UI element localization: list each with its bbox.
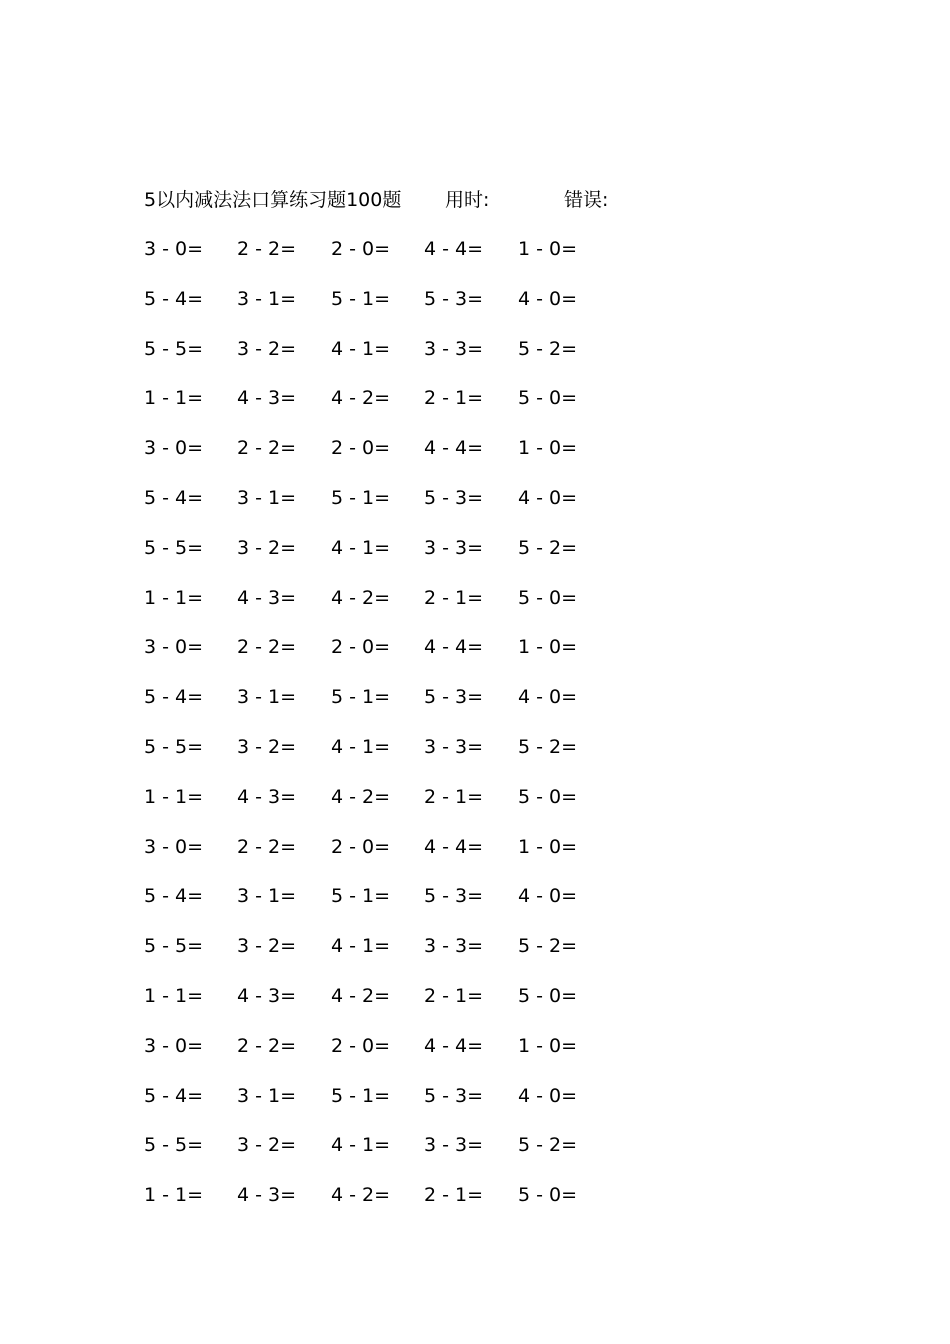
problem-row — [144, 383, 644, 433]
problem-item: 3 - 3= — [424, 935, 484, 958]
problem-item: 1 - 1= — [144, 387, 204, 410]
problem-item: 3 - 1= — [237, 287, 297, 310]
problem-item: 4 - 4= — [424, 636, 484, 659]
problem-item: 5 - 5= — [144, 536, 204, 559]
problem-item: 4 - 4= — [424, 835, 484, 858]
problem-item: 3 - 3= — [424, 337, 484, 360]
problem-item: 4 - 2= — [331, 785, 391, 808]
problem-item: 4 - 1= — [331, 536, 391, 559]
problem-item: 5 - 0= — [518, 1184, 578, 1207]
problem-item: 2 - 1= — [424, 586, 484, 609]
worksheet-title: 5以内减法法口算练习题100题 — [144, 189, 402, 211]
problem-item: 5 - 3= — [424, 287, 484, 310]
problem-item: 5 - 3= — [424, 686, 484, 709]
problem-item: 2 - 2= — [237, 437, 297, 460]
time-label: 用时: — [445, 189, 490, 211]
problem-item: 4 - 1= — [331, 1134, 391, 1157]
problem-item: 5 - 4= — [144, 1084, 204, 1107]
problem-item: 5 - 3= — [424, 486, 484, 509]
problem-item: 4 - 3= — [237, 387, 297, 410]
problem-item: 5 - 2= — [518, 935, 578, 958]
problem-item: 5 - 0= — [518, 387, 578, 410]
problem-item: 4 - 1= — [331, 735, 391, 758]
problem-item: 4 - 2= — [331, 984, 391, 1007]
problem-item: 5 - 0= — [518, 785, 578, 808]
problem-row — [144, 981, 644, 1031]
problem-item: 4 - 0= — [518, 686, 578, 709]
problem-item: 1 - 0= — [518, 636, 578, 659]
problem-item: 2 - 0= — [331, 437, 391, 460]
problem-item: 3 - 0= — [144, 238, 204, 260]
problem-item: 1 - 1= — [144, 1184, 204, 1207]
problem-item: 5 - 2= — [518, 337, 578, 360]
problem-item: 2 - 1= — [424, 984, 484, 1007]
problem-item: 2 - 2= — [237, 1034, 297, 1057]
problem-item: 2 - 0= — [331, 636, 391, 659]
problem-item: 1 - 1= — [144, 586, 204, 609]
problem-item: 3 - 2= — [237, 1134, 297, 1157]
problem-row — [144, 732, 644, 782]
errors-label: 错误: — [564, 189, 609, 211]
problem-item: 5 - 1= — [331, 486, 391, 509]
problem-row — [144, 832, 644, 882]
problem-row — [144, 632, 644, 682]
problem-item: 5 - 0= — [518, 984, 578, 1007]
problem-item: 5 - 2= — [518, 536, 578, 559]
problem-item: 4 - 3= — [237, 586, 297, 609]
problem-item: 5 - 2= — [518, 1134, 578, 1157]
problem-item: 5 - 3= — [424, 1084, 484, 1107]
problem-item: 3 - 2= — [237, 337, 297, 360]
problem-item: 3 - 3= — [424, 1134, 484, 1157]
problem-row — [144, 1031, 644, 1081]
problem-item: 4 - 1= — [331, 337, 391, 360]
problem-item: 5 - 4= — [144, 287, 204, 310]
problem-row — [144, 1081, 644, 1131]
problem-row — [144, 881, 644, 931]
problem-item: 3 - 0= — [144, 636, 204, 659]
problem-item: 5 - 4= — [144, 686, 204, 709]
problem-item: 4 - 1= — [331, 935, 391, 958]
problem-item: 1 - 1= — [144, 984, 204, 1007]
problem-item: 5 - 5= — [144, 337, 204, 360]
problem-item: 3 - 0= — [144, 835, 204, 858]
problem-item: 2 - 1= — [424, 1184, 484, 1207]
problem-item: 3 - 0= — [144, 1034, 204, 1057]
problem-item: 5 - 5= — [144, 935, 204, 958]
problem-item: 3 - 1= — [237, 885, 297, 908]
problem-item: 2 - 2= — [237, 636, 297, 659]
problem-item: 3 - 3= — [424, 735, 484, 758]
problem-item: 2 - 0= — [331, 1034, 391, 1057]
problem-row — [144, 682, 644, 732]
problem-item: 2 - 2= — [237, 835, 297, 858]
problem-item: 3 - 1= — [237, 486, 297, 509]
problem-item: 2 - 1= — [424, 785, 484, 808]
problem-item: 4 - 0= — [518, 287, 578, 310]
problem-item: 1 - 0= — [518, 1034, 578, 1057]
problem-item: 5 - 5= — [144, 1134, 204, 1157]
problem-item: 4 - 3= — [237, 984, 297, 1007]
problem-item: 4 - 2= — [331, 586, 391, 609]
problem-item: 1 - 0= — [518, 437, 578, 460]
problem-item: 5 - 0= — [518, 586, 578, 609]
problem-row — [144, 533, 644, 583]
problem-grid — [144, 234, 644, 1230]
problem-item: 3 - 2= — [237, 536, 297, 559]
problem-row — [144, 334, 644, 384]
problem-row — [144, 583, 644, 633]
problem-item: 5 - 2= — [518, 735, 578, 758]
problem-item: 4 - 4= — [424, 238, 484, 260]
problem-item: 5 - 1= — [331, 1084, 391, 1107]
problem-item: 2 - 0= — [331, 835, 391, 858]
problem-item: 3 - 0= — [144, 437, 204, 460]
problem-item: 1 - 1= — [144, 785, 204, 808]
problem-row — [144, 1180, 644, 1230]
problem-row — [144, 782, 644, 832]
problem-item: 3 - 2= — [237, 935, 297, 958]
problem-item: 4 - 4= — [424, 437, 484, 460]
problem-item: 3 - 1= — [237, 686, 297, 709]
problem-item: 4 - 2= — [331, 387, 391, 410]
problem-item: 1 - 0= — [518, 238, 578, 260]
problem-row — [144, 931, 644, 981]
problem-row — [144, 284, 644, 334]
problem-item: 1 - 0= — [518, 835, 578, 858]
problem-item: 5 - 3= — [424, 885, 484, 908]
problem-item: 4 - 4= — [424, 1034, 484, 1057]
problem-item: 5 - 4= — [144, 885, 204, 908]
problem-item: 5 - 4= — [144, 486, 204, 509]
problem-item: 5 - 1= — [331, 686, 391, 709]
problem-row — [144, 483, 644, 533]
problem-item: 3 - 2= — [237, 735, 297, 758]
problem-item: 3 - 1= — [237, 1084, 297, 1107]
problem-item: 2 - 2= — [237, 238, 297, 260]
problem-item: 4 - 3= — [237, 1184, 297, 1207]
problem-item: 4 - 0= — [518, 486, 578, 509]
problem-row — [144, 433, 644, 483]
problem-item: 4 - 0= — [518, 885, 578, 908]
problem-item: 4 - 2= — [331, 1184, 391, 1207]
problem-item: 3 - 3= — [424, 536, 484, 559]
problem-item: 4 - 3= — [237, 785, 297, 808]
problem-row — [144, 1130, 644, 1180]
problem-item: 5 - 5= — [144, 735, 204, 758]
problem-item: 5 - 1= — [331, 287, 391, 310]
problem-item: 4 - 0= — [518, 1084, 578, 1107]
problem-item: 5 - 1= — [331, 885, 391, 908]
problem-row — [144, 234, 644, 284]
problem-item: 2 - 1= — [424, 387, 484, 410]
problem-item: 2 - 0= — [331, 238, 391, 260]
